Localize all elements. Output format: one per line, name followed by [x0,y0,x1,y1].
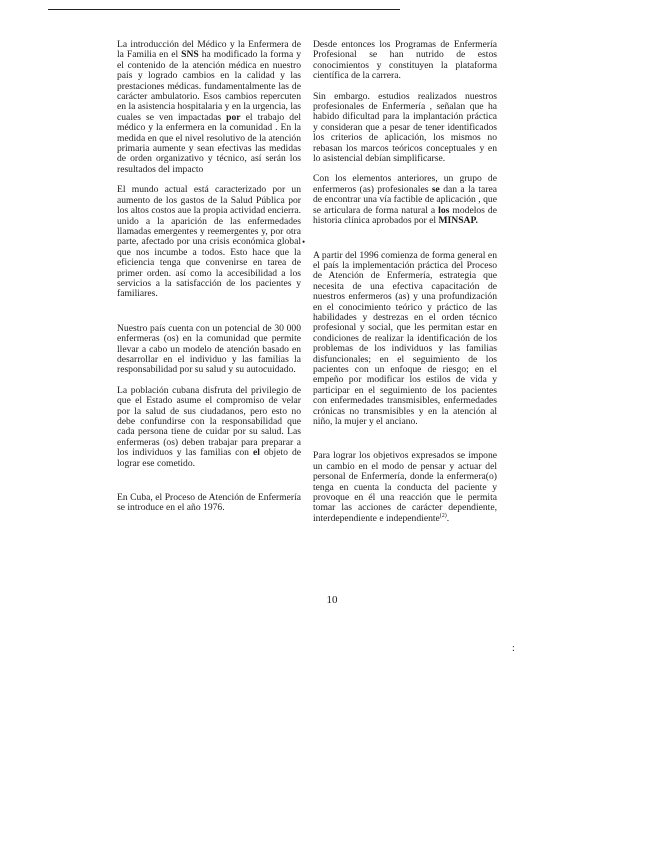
paragraph-cuban-population: La población cubana disfruta del privilegio de que el Estado asume el compromiso de velar por la salud de sus ciudadanos, pero esto no debe confundirse con la responsabilidad que cada persona tiene de cuidar por su salud. Las enfermeras (os) deben trabajar para preparar a los individuos y las familias con el objeto de lograr ese cometido. [117,384,301,469]
paragraph-nursing-potential: Nuestro país cuenta con un potencial de 30 000 enfermeras (os) en la comunidad que permite llevar a cabo un modelo de atención basado en desarrollar en el individuo y las familias la responsabilidad por su salud y su autocuidado. [117,322,301,376]
paragraph-sns-intro: La introducción del Médico y la Enfermera de la Familia en el SNS ha modificado la forma y el contenido de la atención médica en nuestro país y logrado cambios en la calidad y las prestaciones médicas. fundamentalmente las de carácter ambulatorio. Esos cambios repercuten en la asistencia hospitalaria y en la urgencia, las cuales se ven impactadas por el trabajo del médico y la enfermera en la comunidad . En la medida en que el nivel resolutivo de la atención primaria aumente y sean efectivas las medidas de orden organizativo y técnico, así serán los resultados del impacto [117,39,301,175]
citation-superscript: (2) [439,512,447,519]
page-number: 10 [326,594,338,606]
paragraph-from-1996: A partir del 1996 comienza de forma general en el país la implementación práctica del Proceso de Atención de Enfermería, estrategia que necesita de una efectiva capacitación de nuestros enfermeros (as) y una profundización en el conocimiento teórico y práctico de las habilidades y destrezas en el orden técnico profesional y social, que les permitan estar en condiciones de realizar la identificación de los problemas de los individuos y las familias disfuncionales; en el seguimiento de los pacientes con un enfoque de riesgo; en el empeño por modificar los estilos de vida y participar en el seguimiento de los pacientes con enfermedades transmisibles, enfermedades crónicas no transmisibles y en la atención al niño, la mujer y el anciano. [313,249,497,427]
left-column [117,40,301,514]
paragraph-cuba-1976: En Cuba, el Proceso de Atención de Enfermería se introduce en el año 1976. [117,492,301,514]
right-column [313,40,497,524]
paragraph-objectives: Para lograr los objetivos expresados se impone un cambio en el modo de pensar y actuar del personal de Enfermería, donde la enfermera(o) tenga en cuenta la conducta del paciente y provoque en él una reacción que le permita tomar las acciones de carácter dependiente, interdependiente e independiente$^{(2)}$. [313,450,497,524]
top-rule [48,9,400,10]
margin-mark: : [512,643,515,654]
paragraph-nurse-group: Con los elementos anteriores, un grupo de enfermeros (as) profesionales se dan a la tarea de encontrar una vía factible de aplicación , que se articulara de forma natural a los modelos de historia clínica aprobados por el MINSAP. [313,173,498,227]
paragraph-however: Sin embargo. estudios realizados nuestros profesionales de Enfermería , señalan que ha habido dificultad para la implantación práctica y consideran que a pesar de tener identificados los criterios de aplicación, los mismos no rebasan los marcos teóricos conceptuales y en lo asistencial debían simplificarse. [313,90,497,165]
column-bullet: • [302,237,306,247]
paragraph-world-health-costs: El mundo actual está caracterizado por un aumento de los gastos de la Salud Pública por los altos costos aue la propia actividad encierra. unido a la aparición de las enfermedades llamadas emergentes y reemergentes y, por otra parte, afectado por una crisis económica global que nos incumbe a todos. Esto hace que la eficiencia tenga que convenirse en tarea de primer orden. así como la accesibilidad a los servicios a la satisfacción de los pacientes y familiares. [117,184,301,300]
paragraph-since-then: Desde entonces los Programas de Enfermería Profesional se han nutrido de estos conocimientos y constituyen la plataforma científica de la carrera. [313,39,497,82]
